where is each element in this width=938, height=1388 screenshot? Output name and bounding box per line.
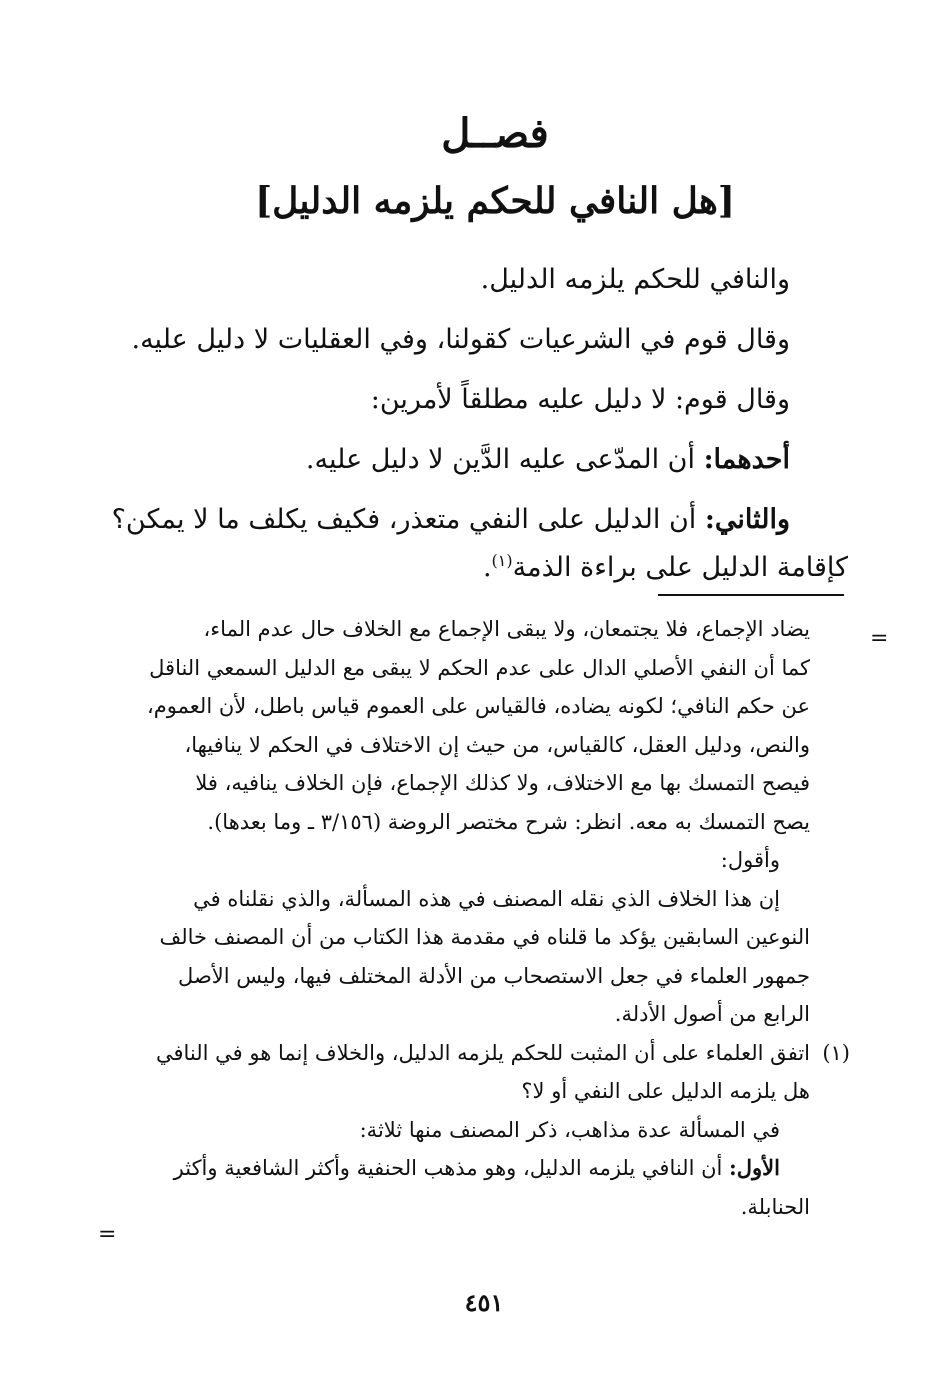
first-view-label: الأول: bbox=[729, 1155, 780, 1180]
continuation-text: كإقامة الدليل على براءة الذمة bbox=[512, 552, 848, 583]
footnote-number: (١) bbox=[822, 1040, 850, 1065]
section-subtitle: [هل النافي للحكم يلزمه الدليل] bbox=[255, 180, 735, 222]
main-paragraph: والنافي للحكم يلزمه الدليل. bbox=[480, 264, 790, 295]
second-reason-label: والثاني: bbox=[704, 504, 790, 535]
footnotes bbox=[120, 610, 850, 1226]
main-paragraph-continuation bbox=[100, 550, 848, 586]
footnote-line: الرابع من أصول الأدلة. bbox=[614, 1002, 810, 1026]
footnote-line: وأقول: bbox=[720, 848, 780, 872]
footnote-line: عن حكم النافي؛ لكونه يضاده، فالقياس على العموم قياس باطل، لأن العموم، bbox=[147, 694, 810, 718]
main-text bbox=[100, 250, 848, 586]
main-paragraph: وقال قوم: لا دليل عليه مطلقاً لأمرين: bbox=[370, 384, 790, 415]
first-view-text: أن النافي يلزمه الدليل، وهو مذهب الحنفية وأكثر الشافعية وأكثر bbox=[173, 1156, 730, 1180]
main-paragraph bbox=[100, 490, 790, 550]
footnote-line: يضاد الإجماع، فلا يجتمعان، ولا يبقى الإجماع مع الخلاف حال عدم الماء، bbox=[203, 617, 810, 641]
section-title: فصــل bbox=[441, 110, 549, 157]
footnote-reference: (١) bbox=[491, 551, 513, 570]
page-number: ٤٥١ bbox=[464, 1288, 504, 1317]
footnote-line: إن هذا الخلاف الذي نقله المصنف في هذه المسألة، والذي نقلناه في bbox=[193, 886, 780, 911]
first-reason-text: أن المدّعى عليه الدَّين لا دليل عليه. bbox=[305, 444, 704, 475]
footnote-line: في المسألة عدة مذاهب، ذكر المصنف منها ثلاثة: bbox=[359, 1117, 780, 1142]
footnote-line: كما أن النفي الأصلي الدال على عدم الحكم لا يبقى مع الدليل السمعي الناقل bbox=[149, 655, 810, 680]
footnote-line: النوعين السابقين يؤكد ما قلناه في مقدمة هذا الكتاب من أن المصنف خالف bbox=[159, 925, 810, 949]
footnote-line: والنص، ودليل العقل، كالقياس، من حيث إن الاختلاف في الحكم لا ينافيها، bbox=[184, 732, 810, 757]
continued-from-previous-mark: = bbox=[870, 626, 889, 651]
footnote-line: يصح التمسك به معه. انظر: شرح مختصر الروضة (٣/١٥٦ ـ وما بعدها). bbox=[207, 809, 810, 834]
footnote-line bbox=[120, 1149, 810, 1188]
footnote-line: اتفق العلماء على أن المثبت للحكم يلزمه الدليل، والخلاف إنما هو في النافي bbox=[155, 1040, 810, 1065]
sentence-end: . bbox=[482, 552, 492, 583]
footnote-line: هل يلزمه الدليل على النفي أو لا؟ bbox=[521, 1079, 810, 1103]
footnote-separator bbox=[658, 594, 844, 596]
main-paragraph: وقال قوم في الشرعيات كقولنا، وفي العقليات لا دليل عليه. bbox=[131, 324, 790, 355]
first-reason-label: أحدهما: bbox=[703, 444, 790, 475]
second-reason-text: أن الدليل على النفي متعذر، فكيف يكلف ما لا يمكن؟ bbox=[111, 504, 705, 535]
continues-next-page-mark: = bbox=[98, 1222, 117, 1247]
footnote-one bbox=[120, 1034, 850, 1073]
footnote-line: جمهور العلماء في جعل الاستصحاب من الأدلة المختلف فيها، وليس الأصل bbox=[178, 963, 810, 988]
footnote-line: الحنابلة. bbox=[740, 1194, 810, 1219]
main-paragraph bbox=[100, 430, 790, 490]
footnote-line: فيصح التمسك بها مع الاختلاف، ولا كذلك الإجماع، فإن الخلاف ينافيه، فلا bbox=[195, 771, 810, 795]
